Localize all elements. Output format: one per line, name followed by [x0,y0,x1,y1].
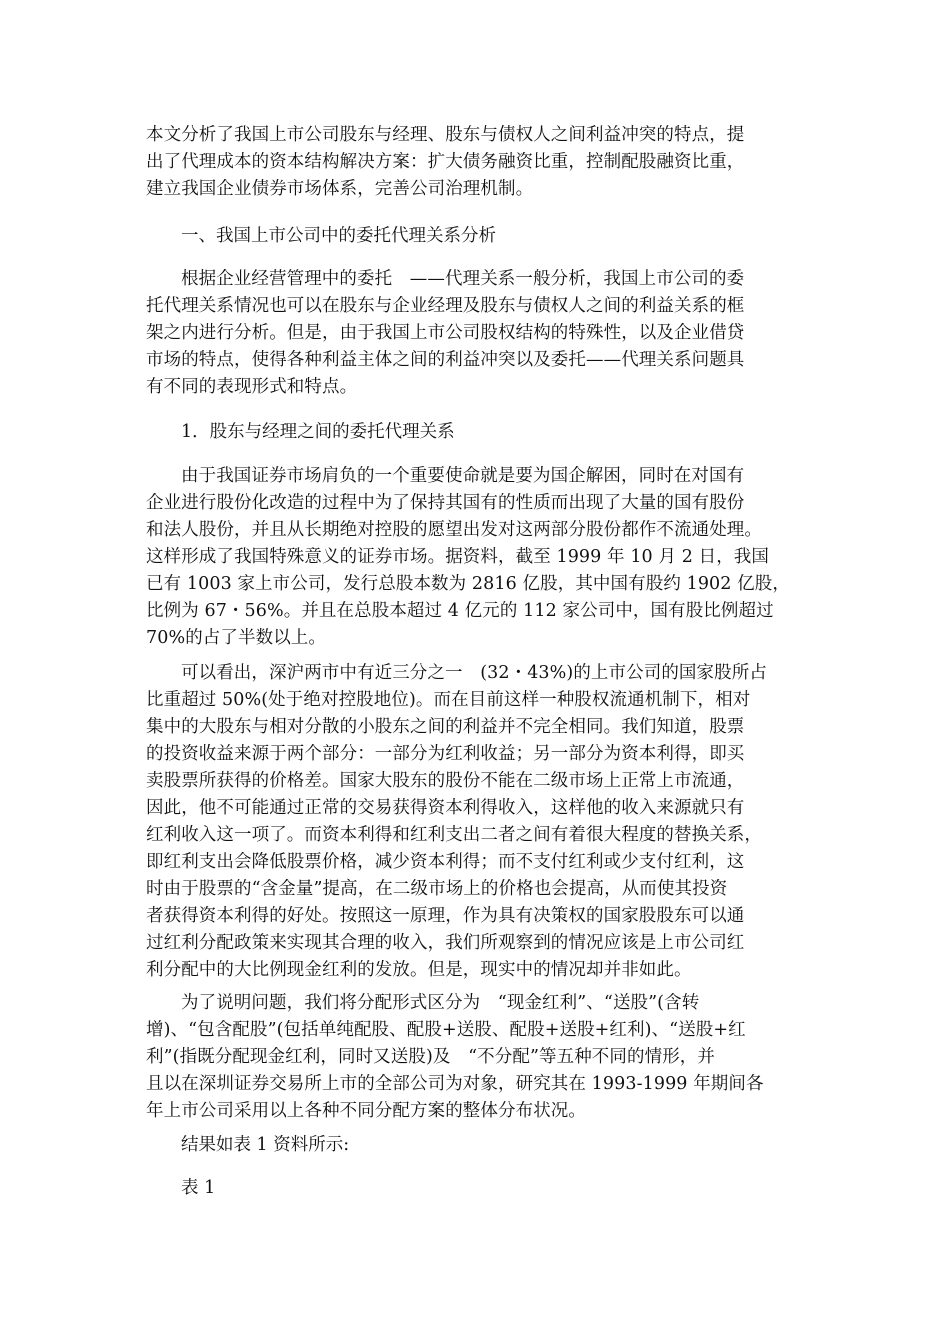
paragraph-line: 70%的占了半数以上。 [146,628,326,648]
paragraph-securities-market [146,463,806,652]
section-heading: 一、我国上市公司中的委托代理关系分析 [181,226,496,246]
paragraph-line: 利”(指既分配现金红利，同时又送股)及 “不分配”等五种不同的情形，并 [146,1047,715,1067]
paragraph-line: 有不同的表现形式和特点。 [146,377,358,397]
paragraph-line: 根据企业经营管理中的委托 ——代理关系一般分析，我国上市公司的委 [181,269,745,289]
paragraph-line: 可以看出，深沪两市中有近三分之一 (32・43%)的上市公司的国家股所占 [181,663,767,683]
subsection-heading: 1．股东与经理之间的委托代理关系 [181,422,455,442]
paragraph-line: 和法人股份，并且从长期绝对控股的愿望出发对这两部分股份都作不流通处理。 [146,520,762,540]
paragraph-line: 过红利分配政策来实现其合理的收入，我们所观察到的情况应该是上市公司红 [146,933,745,953]
paragraph-line: 企业进行股份化改造的过程中为了保持其国有的性质而出现了大量的国有股份 [146,493,745,513]
paragraph-line: 的投资收益来源于两个部分：一部分为红利收益；另一部分为资本利得，即买 [146,744,745,764]
paragraph-line: 年上市公司采用以上各种不同分配方案的整体分布状况。 [146,1101,586,1121]
paragraph-line: 因此，他不可能通过正常的交易获得资本利得收入，这样他的收入来源就只有 [146,798,745,818]
paragraph-line: 为了说明问题，我们将分配形式区分为 “现金红利”、“送股”(含转 [181,993,700,1013]
paragraph-line: 已有 1003 家上市公司，发行总股本数为 2816 亿股，其中国有股约 1902 亿股， [146,574,790,594]
paragraph-line: 即红利支出会降低股票价格，减少资本利得；而不支付红利或少支付红利，这 [146,852,745,872]
paragraph-line: 卖股票所获得的价格差。国家大股东的股份不能在二级市场上正常上市流通， [146,771,745,791]
abstract-line: 建立我国企业债券市场体系，完善公司治理机制。 [146,179,534,199]
abstract-line: 本文分析了我国上市公司股东与经理、股东与债权人之间利益冲突的特点，提 [146,125,745,145]
table-label: 表 1 [181,1178,216,1198]
paragraph-state-shares [146,660,806,984]
table-reference-text: 结果如表 1 资料所示: [181,1135,350,1155]
paragraph-line: 红利收入这一项了。而资本利得和红利支出二者之间有着很大程度的替换关系， [146,825,762,845]
paragraph-line: 时由于股票的“含金量”提高，在二级市场上的价格也会提高，从而使其投资 [146,879,728,899]
paragraph-line: 比重超过 50%(处于绝对控股地位)。而在目前这样一种股权流通机制下，相对 [146,690,751,710]
paragraph-agency-overview [146,266,806,401]
paragraph-line: 集中的大股东与相对分散的小股东之间的利益并不完全相同。我们知道，股票 [146,717,745,737]
paragraph-line: 比例为 67・56%。并且在总股本超过 4 亿元的 112 家公司中，国有股比例超过 [146,601,774,621]
paragraph-line: 市场的特点，使得各种利益主体之间的利益冲突以及委托——代理关系问题具 [146,350,745,370]
paragraph-line: 利分配中的大比例现金红利的发放。但是，现实中的情况却并非如此。 [146,960,692,980]
abstract-paragraph [146,122,806,203]
paragraph-line: 增)、“包含配股”(包括单纯配股、配股+送股、配股+送股+红利)、“送股+红 [146,1020,746,1040]
paragraph-line: 这样形成了我国特殊意义的证券市场。据资料，截至 1999 年 10 月 2 日，我国 [146,547,770,567]
paragraph-dividend-forms [146,990,806,1125]
paragraph-line: 架之内进行分析。但是，由于我国上市公司股权结构的特殊性，以及企业借贷 [146,323,745,343]
document-page [146,0,806,1344]
abstract-line: 出了代理成本的资本结构解决方案：扩大债务融资比重，控制配股融资比重， [146,152,745,172]
paragraph-line: 者获得资本利得的好处。按照这一原理，作为具有决策权的国家股股东可以通 [146,906,745,926]
paragraph-line: 且以在深圳证券交易所上市的全部公司为对象，研究其在 1993-1999 年期间各 [146,1074,764,1094]
paragraph-line: 托代理关系情况也可以在股东与企业经理及股东与债权人之间的利益关系的框 [146,296,745,316]
paragraph-line: 由于我国证券市场肩负的一个重要使命就是要为国企解困，同时在对国有 [181,466,745,486]
